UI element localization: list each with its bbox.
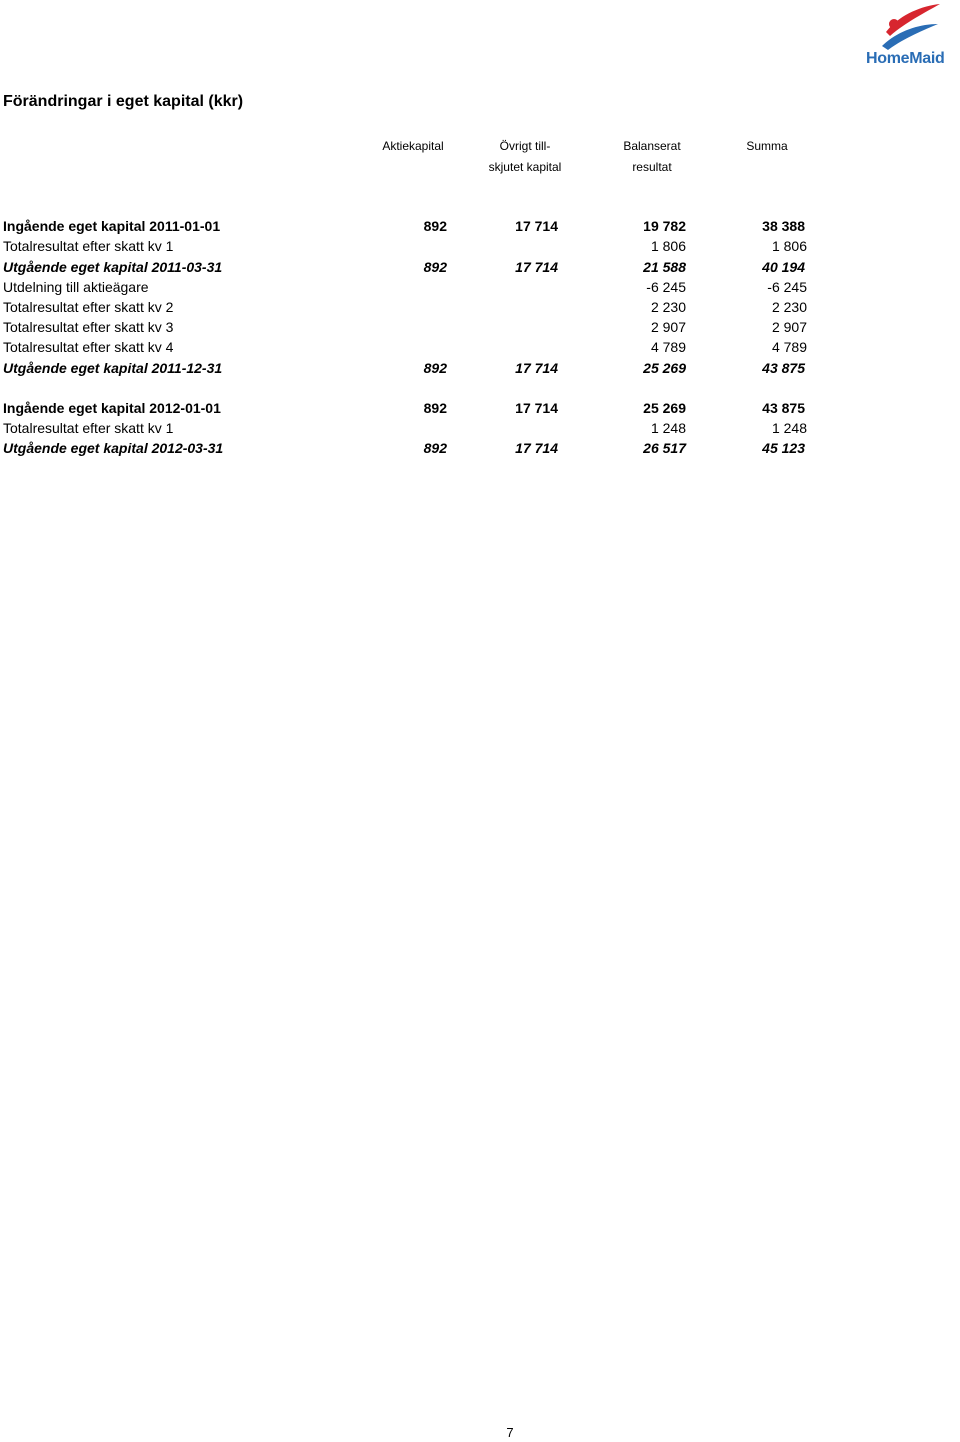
row-label: Ingående eget kapital 2012-01-01 (3, 400, 221, 416)
value-balanserat-resultat: 1 248 (650, 420, 686, 436)
value-summa: 45 123 (762, 440, 805, 456)
table-row (0, 358, 960, 378)
row-label: Totalresultat efter skatt kv 1 (3, 420, 174, 436)
table-row (0, 257, 960, 277)
value-ovrigt-tillskjutet: 17 714 (515, 259, 558, 275)
table-row (0, 398, 960, 418)
header-aktiekapital: Aktiekapital (382, 139, 444, 153)
row-label: Utdelning till aktieägare (3, 279, 149, 295)
row-label: Totalresultat efter skatt kv 4 (3, 339, 174, 355)
value-summa: 2 907 (771, 319, 807, 335)
value-summa: 40 194 (762, 259, 805, 275)
value-aktiekapital: 892 (423, 360, 447, 376)
value-balanserat-resultat: 21 588 (643, 259, 686, 275)
value-ovrigt-tillskjutet: 17 714 (515, 400, 558, 416)
logo-wordmark: HomeMaid (866, 50, 945, 67)
value-ovrigt-tillskjutet: 17 714 (515, 218, 558, 234)
header-summa: Summa (746, 139, 788, 153)
value-summa: 38 388 (762, 218, 805, 234)
table-row (0, 277, 960, 297)
table-row (0, 418, 960, 438)
header-balanserat-line1: Balanserat (623, 139, 681, 153)
value-ovrigt-tillskjutet: 17 714 (515, 360, 558, 376)
value-balanserat-resultat: 26 517 (643, 440, 686, 456)
value-summa: -6 245 (767, 279, 807, 295)
page-title: Förändringar i eget kapital (kkr) (3, 93, 244, 110)
row-label: Totalresultat efter skatt kv 3 (3, 319, 174, 335)
value-summa: 4 789 (771, 339, 807, 355)
value-summa: 43 875 (762, 360, 805, 376)
value-aktiekapital: 892 (423, 218, 447, 234)
table-row (0, 236, 960, 256)
value-balanserat-resultat: 4 789 (650, 339, 686, 355)
homemaid-logo (866, 2, 956, 68)
row-label: Totalresultat efter skatt kv 2 (3, 299, 174, 315)
value-summa: 2 230 (771, 299, 807, 315)
table-row (0, 317, 960, 337)
value-balanserat-resultat: 25 269 (643, 400, 686, 416)
value-summa: 1 248 (771, 420, 807, 436)
value-balanserat-resultat: 1 806 (650, 238, 686, 254)
table-row (0, 438, 960, 458)
table-row (0, 297, 960, 317)
value-balanserat-resultat: 2 230 (650, 299, 686, 315)
value-balanserat-resultat: 19 782 (643, 218, 686, 234)
header-ovrigt-line1: Övrigt till- (499, 139, 551, 153)
row-label: Utgående eget kapital 2011-12-31 (3, 360, 223, 376)
value-ovrigt-tillskjutet: 17 714 (515, 440, 558, 456)
page-number: 7 (506, 1425, 514, 1440)
row-label: Utgående eget kapital 2011-03-31 (3, 259, 223, 275)
header-ovrigt-line2: skjutet kapital (488, 160, 562, 174)
homemaid-swoosh-icon (880, 2, 944, 50)
value-aktiekapital: 892 (423, 440, 447, 456)
value-balanserat-resultat: -6 245 (646, 279, 686, 295)
value-balanserat-resultat: 2 907 (650, 319, 686, 335)
table-row (0, 216, 960, 236)
row-label: Utgående eget kapital 2012-03-31 (3, 440, 224, 456)
value-aktiekapital: 892 (423, 400, 447, 416)
value-balanserat-resultat: 25 269 (643, 360, 686, 376)
row-label: Totalresultat efter skatt kv 1 (3, 238, 174, 254)
value-summa: 1 806 (771, 238, 807, 254)
table-row (0, 337, 960, 357)
row-label: Ingående eget kapital 2011-01-01 (3, 218, 221, 234)
value-summa: 43 875 (762, 400, 805, 416)
header-balanserat-line2: resultat (632, 160, 672, 174)
value-aktiekapital: 892 (423, 259, 447, 275)
